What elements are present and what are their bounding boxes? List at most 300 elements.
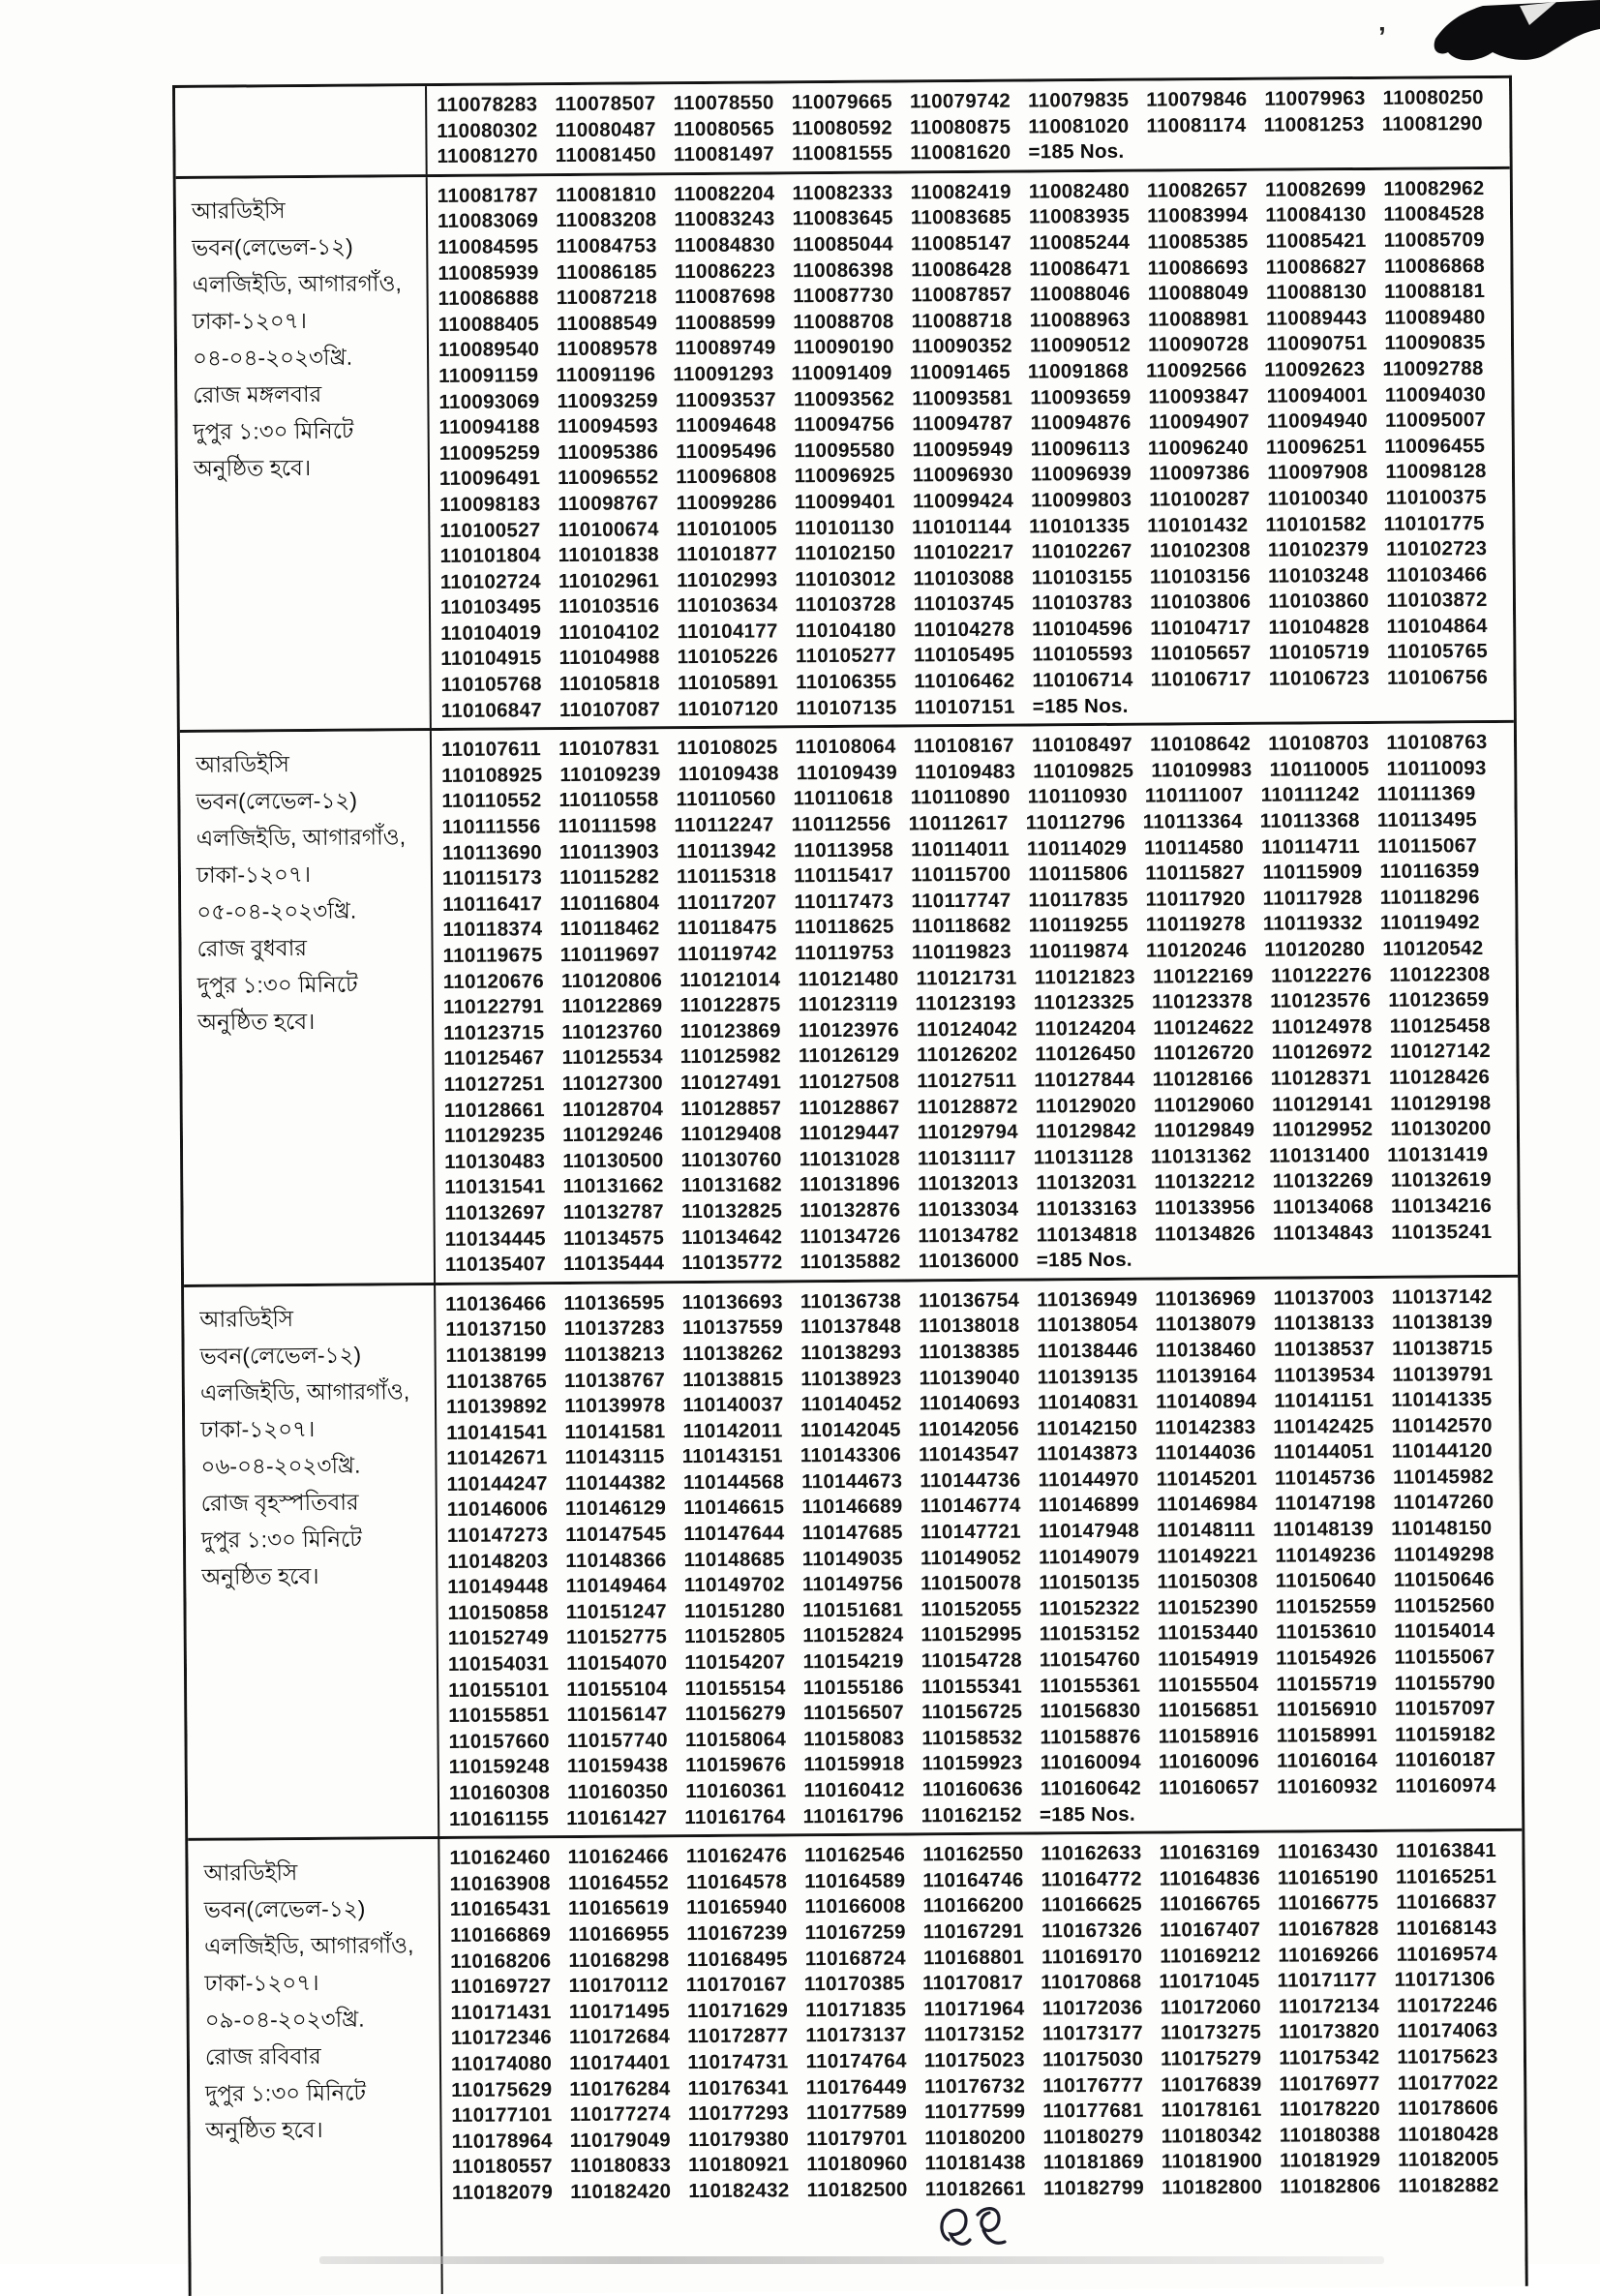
roll-number: 110100287 — [1149, 487, 1251, 511]
roll-number: 110085244 — [1029, 230, 1131, 255]
roll-number: 110083208 — [556, 208, 657, 232]
venue-line: ঢাকা-১২০৭। — [196, 861, 312, 889]
roll-number: 110172060 — [1160, 1995, 1261, 2019]
roll-number: 110123715 — [443, 1020, 545, 1044]
venue-line: অনুষ্ঠিত হবে। — [205, 2117, 323, 2143]
roll-number: 110106756 — [1386, 666, 1489, 689]
roll-number: 110149756 — [801, 1572, 904, 1596]
venue-line: অনুষ্ঠিত হবে। — [197, 1009, 316, 1036]
roll-number: 110161796 — [802, 1804, 904, 1828]
roll-number: 110172877 — [687, 2024, 789, 2048]
roll-number: 110132697 — [444, 1201, 546, 1224]
roll-number: 110125458 — [1389, 1013, 1491, 1038]
roll-number: 110129141 — [1271, 1092, 1374, 1116]
roll-number: 110086428 — [911, 257, 1012, 281]
venue-line: আরডিইসি — [196, 751, 289, 778]
roll-number: 110104102 — [558, 620, 660, 644]
venue-line: ঢাকা-১২০৭। — [204, 1970, 319, 1996]
roll-number: 110166625 — [1041, 1893, 1143, 1917]
roll-number: 110159676 — [685, 1753, 787, 1777]
venue-line: ঢাকা-১২০৭। — [200, 1415, 316, 1442]
roll-number: 110103516 — [558, 594, 660, 619]
roll-number: 110158876 — [1040, 1725, 1141, 1749]
roll-numbers-cell — [436, 1278, 1522, 1837]
roll-number: 110081450 — [555, 143, 657, 167]
roll-number: 110155186 — [802, 1676, 904, 1699]
roll-number: 110165190 — [1277, 1865, 1379, 1889]
roll-number: 110141541 — [446, 1420, 548, 1444]
roll-number: 110181900 — [1161, 2150, 1263, 2173]
roll-number: 110117207 — [677, 891, 777, 915]
roll-number: 110079835 — [1027, 88, 1130, 112]
roll-number: 110081555 — [792, 141, 893, 166]
roll-number: 110138715 — [1392, 1336, 1494, 1360]
roll-number: 110128426 — [1388, 1066, 1491, 1089]
roll-number: 110164578 — [685, 1870, 788, 1893]
roll-number: 110107611 — [440, 738, 542, 762]
roll-number: 110105226 — [677, 645, 778, 669]
roll-number: 110106462 — [914, 669, 1015, 693]
roll-number: 110096240 — [1147, 436, 1250, 460]
roll-number: 110146006 — [446, 1497, 549, 1522]
roll-number: 110085709 — [1383, 228, 1485, 252]
roll-number: 110105495 — [914, 644, 1015, 667]
roll-number: 110160096 — [1158, 1750, 1260, 1773]
roll-number: 110144736 — [920, 1468, 1021, 1493]
roll-number: 110081270 — [437, 144, 538, 168]
roll-number: 110132825 — [680, 1199, 783, 1224]
roll-number: 110153440 — [1157, 1621, 1259, 1646]
roll-number: 110082204 — [674, 182, 775, 205]
roll-number: 110123193 — [915, 991, 1016, 1015]
roll-number: 110176977 — [1279, 2071, 1380, 2096]
roll-number: 110126129 — [798, 1043, 900, 1068]
roll-number: 110147273 — [446, 1524, 549, 1548]
roll-number: 110137003 — [1273, 1285, 1374, 1310]
roll-number: 110133163 — [1036, 1196, 1137, 1221]
roll-number: 110119675 — [442, 944, 543, 967]
roll-number: 110151681 — [802, 1598, 904, 1622]
roll-number: 110109438 — [678, 762, 779, 786]
ink-blob-corner-icon — [1374, 0, 1600, 76]
roll-number: 110143115 — [564, 1445, 665, 1469]
roll-number: 110110552 — [441, 789, 542, 813]
roll-number: 110168143 — [1396, 1916, 1497, 1940]
roll-number: 110088130 — [1265, 281, 1368, 304]
roll-number: 110115067 — [1376, 833, 1478, 858]
roll-number: 110179380 — [687, 2128, 790, 2151]
roll-number: 110134642 — [681, 1224, 783, 1249]
roll-number: 110172134 — [1278, 1994, 1380, 2018]
roll-number: 110128857 — [680, 1096, 782, 1120]
roll-number: 110119492 — [1379, 911, 1481, 935]
roll-number: 110175279 — [1161, 2046, 1262, 2070]
roll-number: 110128872 — [917, 1095, 1018, 1118]
roll-number: 110176284 — [569, 2076, 671, 2100]
roll-number: 110168298 — [568, 1948, 670, 1972]
roll-number: 110158916 — [1158, 1724, 1259, 1748]
roll-number: 110113942 — [676, 839, 777, 862]
roll-number: 110089578 — [557, 337, 658, 361]
roll-number: 110148203 — [447, 1549, 549, 1573]
roll-number: 110127511 — [917, 1069, 1017, 1093]
roll-number: 110107831 — [558, 737, 660, 761]
roll-number: 110130483 — [444, 1149, 546, 1173]
roll-number: 110172346 — [450, 2026, 553, 2050]
roll-number: 110091159 — [438, 364, 539, 387]
roll-number: 110129198 — [1390, 1091, 1492, 1115]
roll-number: 110105593 — [1032, 643, 1133, 666]
roll-number: 110176449 — [805, 2075, 908, 2099]
roll-number: 110080875 — [910, 115, 1011, 139]
roll-number: 110120280 — [1264, 937, 1366, 961]
roll-number: 110079742 — [909, 89, 1011, 113]
roll-number: 110084830 — [674, 233, 775, 257]
roll-number: 110152322 — [1039, 1596, 1140, 1620]
roll-number: 110120676 — [442, 969, 545, 993]
roll-number: 110101877 — [676, 542, 778, 566]
roll-number: 110138815 — [682, 1367, 784, 1391]
roll-number: 110090835 — [1384, 331, 1486, 355]
roll-number: 110164836 — [1159, 1866, 1261, 1890]
roll-number: 110096251 — [1265, 435, 1368, 459]
roll-number: 110171177 — [1277, 1969, 1377, 1992]
roll-number: 110118374 — [442, 918, 543, 942]
roll-number: 110142056 — [918, 1417, 1020, 1441]
venue-cell — [180, 731, 436, 1284]
roll-number: 110122276 — [1271, 963, 1373, 987]
roll-number: 110123869 — [679, 1019, 781, 1042]
roll-number: 110166775 — [1278, 1891, 1379, 1916]
roll-number: 110161427 — [566, 1805, 668, 1829]
roll-number: 110103248 — [1267, 563, 1370, 588]
roll-number: 110104864 — [1386, 614, 1488, 638]
roll-number: 110176839 — [1161, 2072, 1262, 2097]
roll-number: 110088405 — [438, 312, 540, 336]
roll-number: 110081620 — [910, 140, 1011, 165]
roll-number: 110127844 — [1034, 1068, 1135, 1092]
roll-number: 110082657 — [1146, 178, 1249, 202]
roll-number: 110085147 — [910, 231, 1012, 256]
roll-number: 110180833 — [569, 2154, 672, 2178]
roll-number: 110144673 — [801, 1469, 903, 1494]
roll-number: 110119753 — [794, 941, 894, 965]
roll-number: 110155067 — [1394, 1646, 1495, 1669]
roll-number: 110172036 — [1042, 1996, 1143, 2020]
roll-number: 110139978 — [564, 1394, 666, 1418]
roll-number: 110122875 — [679, 993, 781, 1017]
roll-number: 110096491 — [438, 467, 541, 491]
roll-number: 110148685 — [683, 1548, 785, 1571]
roll-number: 110114580 — [1143, 835, 1245, 860]
roll-number: 110104717 — [1150, 616, 1252, 640]
roll-number: 110126720 — [1153, 1042, 1254, 1065]
roll-number: 110139135 — [1037, 1365, 1139, 1388]
venue-line: এলজিইডি, আগারগাঁও, — [196, 824, 407, 852]
roll-number: 110105719 — [1268, 641, 1370, 665]
roll-number: 110182799 — [1042, 2176, 1145, 2200]
roll-number: 110160094 — [1040, 1751, 1141, 1774]
roll-number: 110134818 — [1036, 1223, 1137, 1247]
venue-cell — [175, 86, 428, 176]
roll-number: 110151247 — [565, 1600, 668, 1623]
roll-number: 110112796 — [1025, 810, 1126, 834]
roll-number: 110101130 — [794, 516, 895, 539]
roll-number: 110101804 — [439, 544, 541, 568]
roll-number: 110175629 — [451, 2077, 553, 2101]
roll-number: 110115806 — [1028, 862, 1129, 886]
roll-number: 110156507 — [802, 1701, 905, 1725]
roll-number: 110113903 — [558, 839, 660, 863]
roll-number: 110140037 — [682, 1393, 784, 1417]
roll-number: 110131662 — [562, 1174, 664, 1198]
roll-number: 110149035 — [801, 1547, 904, 1570]
roll-number: 110109483 — [914, 760, 1016, 784]
roll-number: 110103745 — [913, 591, 1014, 616]
roll-number: 110152560 — [1393, 1593, 1495, 1617]
roll-number: 110139534 — [1274, 1363, 1375, 1387]
roll-number: 110079963 — [1264, 86, 1366, 110]
roll-number: 110095580 — [794, 438, 895, 463]
roll-number: 110136595 — [563, 1291, 665, 1314]
roll-number: 110102724 — [439, 569, 542, 593]
table-row — [184, 1278, 1522, 1842]
roll-number: 110131362 — [1150, 1144, 1253, 1168]
roll-number: 110092788 — [1382, 357, 1484, 380]
roll-number: 110139791 — [1392, 1362, 1494, 1386]
roll-number: 110090512 — [1029, 334, 1132, 357]
roll-number: 110171045 — [1159, 1969, 1260, 1993]
roll-number: 110176777 — [1042, 2073, 1144, 2097]
venue-line: ০৬-০৪-২০২৩খ্রি. — [200, 1452, 361, 1479]
venue-line: ০৫-০৪-২০২৩খ্রি. — [196, 897, 357, 925]
roll-number: 110111598 — [558, 814, 657, 838]
roll-number: 110152055 — [921, 1597, 1022, 1621]
roll-number: 110170167 — [685, 1973, 787, 1997]
roll-number: 110139892 — [445, 1395, 548, 1419]
roll-number: 110110560 — [676, 787, 776, 811]
roll-number: 110119278 — [1145, 913, 1246, 937]
roll-number: 110149052 — [920, 1546, 1022, 1570]
roll-number: 110139164 — [1155, 1364, 1257, 1388]
roll-number: 110142045 — [800, 1418, 901, 1441]
roll-number: 110118462 — [559, 917, 660, 941]
roll-number: 110170868 — [1041, 1970, 1142, 1994]
roll-number: 110103466 — [1386, 562, 1488, 587]
roll-number: 110093562 — [793, 387, 895, 410]
roll-number: 110086185 — [556, 259, 657, 284]
roll-number: 110163908 — [449, 1871, 551, 1895]
roll-number: 110138139 — [1391, 1311, 1494, 1335]
roll-number: 110144568 — [682, 1470, 785, 1495]
roll-number: 110178606 — [1397, 2097, 1499, 2120]
roll-number: 110136466 — [445, 1291, 547, 1315]
roll-number: 110105277 — [795, 645, 897, 668]
roll-number: 110132269 — [1272, 1169, 1374, 1193]
roll-number: 110093581 — [912, 386, 1013, 409]
roll-number: 110159923 — [921, 1752, 1023, 1775]
roll-number: 110135444 — [563, 1252, 665, 1276]
roll-number: 110119874 — [1028, 939, 1130, 963]
roll-number: 110115909 — [1262, 861, 1363, 884]
roll-number: 110097908 — [1267, 461, 1369, 485]
roll-number: 110171306 — [1394, 1968, 1495, 1991]
table-body — [172, 76, 1528, 2296]
roll-number: 110160974 — [1395, 1774, 1496, 1798]
roll-number: 110142425 — [1273, 1414, 1374, 1438]
roll-number: 110180960 — [806, 2152, 908, 2176]
roll-number: 110156851 — [1158, 1699, 1259, 1722]
roll-number: 110083685 — [910, 206, 1012, 229]
roll-number: 110117473 — [794, 890, 894, 914]
roll-number: 110131128 — [1033, 1145, 1133, 1169]
roll-number: 110147545 — [565, 1523, 667, 1547]
roll-number: 110170385 — [803, 1972, 906, 1996]
roll-number: 110115700 — [911, 862, 1011, 887]
roll-number: 110084595 — [438, 235, 539, 258]
roll-number: 110091465 — [909, 360, 1011, 384]
roll-number: 110106723 — [1268, 667, 1371, 690]
roll-number: 110129235 — [443, 1124, 546, 1148]
roll-number: 110159182 — [1394, 1722, 1496, 1746]
roll-number: 110180428 — [1397, 2122, 1499, 2146]
roll-number: 110128371 — [1270, 1066, 1373, 1090]
roll-number: 110110093 — [1386, 756, 1487, 780]
roll-number: 110138213 — [563, 1343, 666, 1366]
roll-number: 110171431 — [450, 2000, 552, 2024]
roll-number: 110093537 — [675, 387, 777, 411]
roll-number: 110166869 — [449, 1923, 552, 1947]
roll-number: 110154070 — [566, 1651, 668, 1676]
roll-number: 110159248 — [448, 1755, 551, 1779]
count-label: =185 Nos. — [1039, 1802, 1136, 1827]
roll-number: 110120246 — [1145, 938, 1248, 962]
roll-number: 110131419 — [1387, 1142, 1489, 1166]
roll-number: 110132013 — [918, 1171, 1019, 1195]
roll-number: 110112617 — [908, 811, 1009, 835]
roll-number: 110165251 — [1396, 1864, 1497, 1888]
roll-number: 110107120 — [678, 697, 779, 720]
roll-number: 110172684 — [568, 2025, 671, 2049]
roll-number: 110123576 — [1270, 989, 1372, 1012]
roll-number: 110134782 — [918, 1224, 1019, 1247]
roll-number: 110103156 — [1149, 564, 1252, 589]
roll-number: 110148139 — [1272, 1518, 1374, 1541]
roll-number: 110143151 — [681, 1444, 783, 1468]
roll-number: 110177274 — [569, 2102, 671, 2127]
roll-number: 110105765 — [1386, 640, 1489, 664]
roll-number: 110122869 — [561, 994, 663, 1018]
roll-number: 110088549 — [556, 312, 658, 335]
roll-number: 110095007 — [1384, 408, 1487, 432]
roll-number: 110099424 — [912, 489, 1014, 513]
roll-number: 110130200 — [1390, 1117, 1492, 1140]
roll-number: 110146774 — [920, 1495, 1021, 1518]
venue-line: এলজিইডি, আগারগাঁও, — [192, 270, 402, 297]
roll-number: 110131400 — [1268, 1143, 1371, 1167]
roll-number: 110131028 — [799, 1147, 900, 1171]
count-label: =185 Nos. — [1032, 694, 1129, 718]
roll-number: 110156147 — [566, 1703, 668, 1727]
roll-number: 110115318 — [677, 864, 777, 889]
roll-number: 110108642 — [1149, 733, 1252, 756]
roll-number: 110166200 — [922, 1893, 1024, 1918]
venue-line: ০৪-০৪-২০২৩খ্রি. — [192, 344, 353, 371]
roll-number: 110148111 — [1157, 1518, 1256, 1542]
roll-number: 110144051 — [1273, 1440, 1374, 1464]
roll-number: 110143306 — [800, 1443, 902, 1467]
roll-number: 110154728 — [921, 1648, 1022, 1673]
roll-number: 110083935 — [1028, 205, 1131, 228]
roll-number: 110131896 — [799, 1172, 901, 1196]
roll-number: 110110890 — [910, 786, 1011, 809]
roll-number: 110109825 — [1033, 759, 1134, 783]
roll-number: 110151280 — [683, 1599, 786, 1623]
roll-number: 110112247 — [674, 813, 774, 837]
roll-number: 110094648 — [675, 413, 777, 438]
venue-cell — [184, 1285, 439, 1838]
roll-number: 110159438 — [566, 1754, 669, 1778]
roll-number: 110086888 — [438, 287, 539, 311]
roll-number: 110123659 — [1388, 988, 1490, 1012]
roll-number: 110135772 — [681, 1251, 783, 1275]
roll-number: 110102150 — [795, 541, 896, 565]
roll-number: 110105768 — [440, 673, 542, 697]
roll-number: 110096930 — [912, 463, 1013, 487]
roll-number: 110087857 — [911, 283, 1012, 307]
venue-line: ভবন(লেভেল-১২) — [199, 1342, 362, 1369]
roll-number: 110098183 — [439, 493, 541, 516]
roll-number: 110100527 — [439, 518, 541, 542]
roll-number: 110173152 — [923, 2022, 1025, 2046]
roll-number: 110132212 — [1154, 1170, 1255, 1193]
roll-number: 110145736 — [1274, 1465, 1376, 1490]
roll-number: 110157740 — [566, 1729, 669, 1752]
roll-number: 110177293 — [687, 2101, 790, 2126]
roll-number: 110108167 — [913, 734, 1014, 758]
roll-number: 110113690 — [441, 840, 542, 864]
roll-number: 110155361 — [1039, 1674, 1141, 1698]
roll-number: 110138018 — [919, 1314, 1020, 1338]
roll-number: 110150858 — [447, 1601, 549, 1624]
roll-number: 110149079 — [1039, 1545, 1140, 1569]
table-row — [175, 78, 1510, 179]
roll-number: 110138293 — [800, 1341, 902, 1365]
roll-number: 110135241 — [1391, 1220, 1493, 1244]
roll-number: 110155851 — [448, 1704, 550, 1728]
roll-number: 110131117 — [917, 1146, 1016, 1170]
roll-number: 110154926 — [1276, 1646, 1377, 1670]
roll-number: 110127491 — [679, 1071, 782, 1095]
roll-number: 110177599 — [924, 2100, 1026, 2124]
roll-number: 110162476 — [685, 1844, 788, 1868]
roll-number: 110122308 — [1389, 962, 1491, 986]
roll-number: 110085421 — [1265, 228, 1367, 253]
roll-number: 110096455 — [1384, 434, 1486, 458]
roll-number: 110165619 — [567, 1896, 670, 1920]
roll-number: 110089540 — [438, 338, 540, 362]
roll-number: 110178220 — [1279, 2098, 1380, 2121]
roll-number: 110130760 — [680, 1148, 782, 1171]
roll-number: 110164772 — [1041, 1867, 1142, 1891]
roll-number: 110080302 — [437, 118, 538, 142]
roll-number: 110102267 — [1031, 539, 1132, 563]
roll-number: 110148366 — [565, 1548, 667, 1572]
roll-number: 110093659 — [1030, 385, 1132, 409]
venue-line: এলজিইডি, আগারগাঁও, — [204, 1932, 414, 1959]
roll-number: 110172246 — [1396, 1993, 1498, 2017]
roll-number: 110134445 — [444, 1226, 547, 1251]
